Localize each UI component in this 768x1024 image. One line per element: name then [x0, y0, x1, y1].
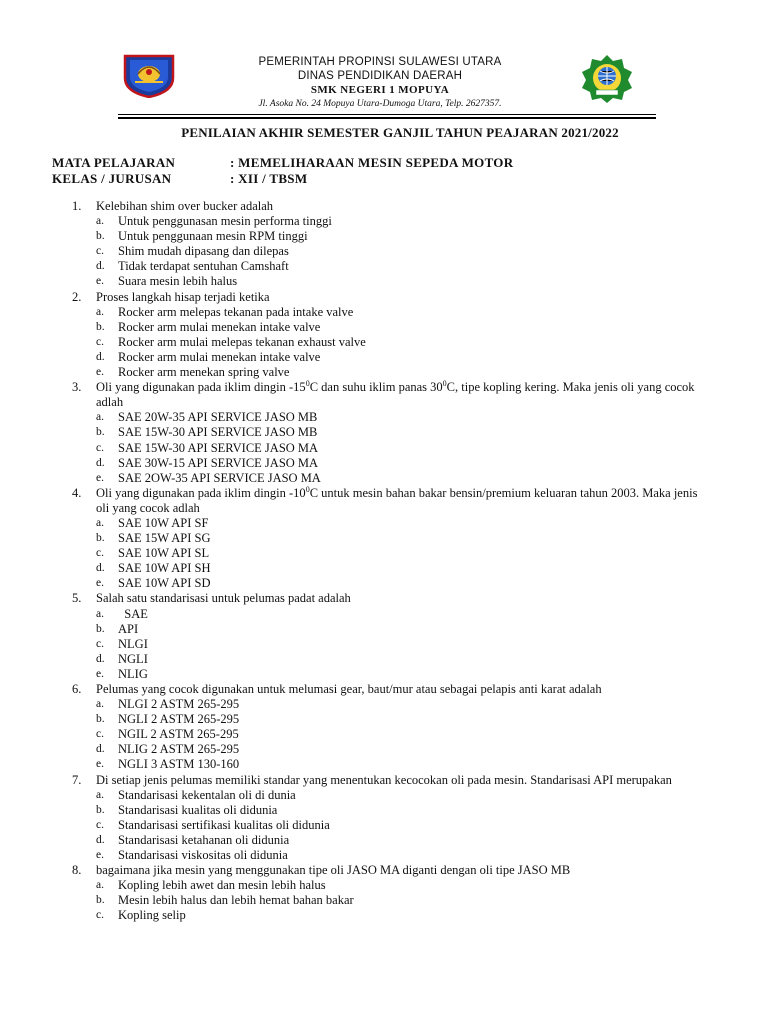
- option-letter: b.: [96, 320, 105, 333]
- answer-option: [0, 546, 768, 561]
- option-letter: a.: [96, 698, 104, 711]
- question-number: 8.: [72, 863, 82, 878]
- option-text: Standarisasi kualitas oli didunia: [118, 802, 278, 817]
- answer-option: [0, 667, 768, 682]
- answer-option: [0, 607, 768, 622]
- answer-option: [0, 561, 768, 576]
- option-letter: d.: [96, 743, 105, 756]
- question-number: 2.: [72, 289, 82, 304]
- question-stem: [0, 773, 768, 788]
- option-letter: d.: [96, 456, 105, 469]
- answer-option: [0, 350, 768, 365]
- letterhead-line-department: DINAS PENDIDIKAN DAERAH: [297, 70, 463, 82]
- option-text: SAE 10W API SD: [118, 576, 211, 591]
- exam-title: PENILAIAN AKHIR SEMESTER GANJIL TAHUN PEAJARAN 2021/2022: [181, 125, 619, 140]
- option-text: Standarisasi viskositas oli didunia: [118, 848, 288, 863]
- answer-option: [0, 576, 768, 591]
- answer-option: [0, 878, 768, 893]
- option-text: Standarisasi sertifikasi kualitas oli didunia: [118, 817, 330, 832]
- option-text: NLGI: [118, 636, 148, 651]
- answer-option: [0, 425, 768, 440]
- option-letter: b.: [96, 426, 105, 439]
- option-text: NLIG: [118, 666, 148, 681]
- answer-option: [0, 893, 768, 908]
- option-letter: a.: [96, 215, 104, 228]
- option-text: SAE 10W API SL: [118, 546, 210, 561]
- answer-option: [0, 471, 768, 486]
- question-stem: [0, 591, 768, 606]
- option-text: SAE 20W-35 API SERVICE JASO MB: [118, 410, 318, 425]
- option-text: API: [118, 621, 139, 636]
- option-text: Standarisasi ketahanan oli didunia: [118, 832, 290, 847]
- letterhead-rule-thin: [118, 114, 656, 115]
- option-letter: b.: [96, 622, 105, 635]
- answer-option: [0, 531, 768, 546]
- question-text: bagaimana jika mesin yang menggunakan tipe oli JASO MA diganti dengan oli tipe JASO MB: [96, 863, 571, 878]
- option-text: SAE: [118, 606, 148, 621]
- option-letter: e.: [96, 275, 104, 288]
- answer-option: [0, 818, 768, 833]
- option-text: SAE 15W-30 API SERVICE JASO MA: [118, 440, 319, 455]
- option-text: SAE 10W API SF: [118, 515, 209, 530]
- option-letter: d.: [96, 833, 105, 846]
- option-text: Untuk penggunaan mesin RPM tinggi: [118, 229, 308, 244]
- question-number: 3.: [72, 380, 82, 395]
- option-text: Kopling lebih awet dan mesin lebih halus: [118, 878, 326, 893]
- option-text: Kopling selip: [118, 908, 186, 923]
- option-letter: b.: [96, 532, 105, 545]
- option-text: Tidak terdapat sentuhan Camshaft: [118, 259, 289, 274]
- option-text: Rocker arm mulai melepas tekanan exhaust valve: [118, 334, 366, 349]
- question-stem: [0, 380, 768, 410]
- question-number: 5.: [72, 591, 82, 606]
- option-letter: a.: [96, 516, 104, 529]
- question-stem: [0, 682, 768, 697]
- answer-option: [0, 757, 768, 772]
- question-stem: [0, 863, 768, 878]
- answer-option: [0, 788, 768, 803]
- question-stem: [0, 290, 768, 305]
- answer-option: [0, 229, 768, 244]
- option-letter: e.: [96, 471, 104, 484]
- option-letter: b.: [96, 894, 105, 907]
- option-text: NLIG 2 ASTM 265-295: [118, 742, 240, 757]
- question-number: 7.: [72, 772, 82, 787]
- option-text: SAE 15W-30 API SERVICE JASO MB: [118, 425, 318, 440]
- question-text: Salah satu standarisasi untuk pelumas padat adalah: [96, 591, 351, 606]
- option-letter: c.: [96, 547, 104, 560]
- subject-label: MATA PELAJARAN: [52, 155, 176, 170]
- province-emblem-logo: [121, 52, 177, 98]
- answer-option: [0, 320, 768, 335]
- option-letter: e.: [96, 758, 104, 771]
- answer-option: [0, 742, 768, 757]
- question-number: 6.: [72, 682, 82, 696]
- option-text: NGLI 2 ASTM 265-295: [118, 712, 240, 727]
- answer-option: [0, 335, 768, 350]
- school-emblem-logo: [580, 54, 634, 104]
- question-text: Pelumas yang cocok digunakan untuk melumasi gear, baut/mur atau sebagai pelapis anti karat adalah: [96, 682, 602, 696]
- answer-option: [0, 637, 768, 652]
- answer-option: [0, 712, 768, 727]
- option-text: NGLI: [118, 651, 148, 666]
- answer-option: [0, 274, 768, 289]
- letterhead-line-school: SMK NEGERI 1 MOPUYA: [310, 84, 450, 96]
- option-text: NLGI 2 ASTM 265-295: [118, 697, 240, 712]
- class-label: KELAS / JURUSAN: [52, 171, 172, 186]
- answer-option: [0, 727, 768, 742]
- answer-option: [0, 244, 768, 259]
- option-text: NGLI 3 ASTM 130-160: [118, 757, 240, 772]
- answer-option: [0, 622, 768, 637]
- option-letter: a.: [96, 879, 104, 892]
- question-text: Oli yang digunakan pada iklim dingin $-10^0C$ untuk mesin bahan bakar bensin/premium keluaran tahun 2003. Maka jenis oli yang cocok adlah: [96, 484, 698, 515]
- answer-option: [0, 441, 768, 456]
- question-number: 1.: [72, 199, 82, 213]
- answer-option: [0, 259, 768, 274]
- option-letter: e.: [96, 366, 104, 379]
- option-letter: d.: [96, 562, 105, 575]
- question-text: Kelebihan shim over bucker adalah: [96, 199, 274, 213]
- option-letter: d.: [96, 350, 105, 363]
- question-list: [0, 199, 768, 924]
- option-letter: e.: [96, 577, 104, 590]
- option-text: Standarisasi kekentalan oli di dunia: [118, 787, 296, 802]
- letterhead-rule-thick: [118, 117, 656, 119]
- option-text: SAE 10W API SH: [118, 561, 211, 576]
- question-text: Di setiap jenis pelumas memiliki standar yang menentukan kecocokan oli pada mesin. Standarisasi API merupakan: [96, 772, 672, 787]
- option-letter: a.: [96, 607, 104, 620]
- option-letter: c.: [96, 245, 104, 258]
- option-text: SAE 30W-15 API SERVICE JASO MA: [118, 455, 319, 470]
- option-letter: b.: [96, 230, 105, 243]
- answer-option: [0, 803, 768, 818]
- option-letter: b.: [96, 803, 105, 816]
- option-letter: e.: [96, 667, 104, 680]
- option-letter: a.: [96, 305, 104, 318]
- answer-option: [0, 214, 768, 229]
- option-text: Suara mesin lebih halus: [118, 274, 238, 289]
- question-number: 4.: [72, 485, 82, 500]
- answer-option: [0, 305, 768, 320]
- question-text: Oli yang digunakan pada iklim dingin $-15^0C$ dan suhu iklim panas $30^0C$, tipe kopling kering. Maka jenis oli yang cocok adlah: [96, 379, 695, 410]
- option-letter: c.: [96, 818, 104, 831]
- option-letter: d.: [96, 652, 105, 665]
- letterhead-line-government: PEMERINTAH PROPINSI SULAWESI UTARA: [258, 56, 502, 68]
- option-text: Rocker arm mulai menekan intake valve: [118, 319, 321, 334]
- option-letter: d.: [96, 260, 105, 273]
- class-value: : XII / TBSM: [230, 171, 308, 186]
- answer-option: [0, 652, 768, 667]
- option-text: Untuk penggunasan mesin performa tinggi: [118, 214, 332, 229]
- subject-value: : MEMELIHARAAN MESIN SEPEDA MOTOR: [230, 155, 514, 170]
- option-letter: a.: [96, 788, 104, 801]
- letterhead-address: Jl. Asoka No. 24 Mopuya Utara-Dumoga Utara, Telp. 2627357.: [258, 99, 502, 109]
- option-text: SAE 2OW-35 API SERVICE JASO MA: [118, 470, 321, 485]
- question-stem: [0, 199, 768, 214]
- option-letter: a.: [96, 411, 104, 424]
- answer-option: [0, 410, 768, 425]
- option-letter: c.: [96, 909, 104, 922]
- option-letter: c.: [96, 335, 104, 348]
- option-text: SAE 15W API SG: [118, 531, 211, 546]
- option-text: Mesin lebih halus dan lebih hemat bahan bakar: [118, 893, 354, 908]
- option-text: Rocker arm mulai menekan intake valve: [118, 349, 321, 364]
- question-stem: [0, 486, 768, 516]
- option-letter: c.: [96, 441, 104, 454]
- answer-option: [0, 365, 768, 380]
- option-text: Rocker arm melepas tekanan pada intake valve: [118, 304, 354, 319]
- answer-option: [0, 848, 768, 863]
- option-letter: c.: [96, 637, 104, 650]
- option-letter: c.: [96, 728, 104, 741]
- option-letter: e.: [96, 849, 104, 862]
- answer-option: [0, 456, 768, 471]
- option-letter: b.: [96, 713, 105, 726]
- option-text: Rocker arm menekan spring valve: [118, 365, 290, 380]
- option-text: Shim mudah dipasang dan dilepas: [118, 244, 289, 259]
- question-text: Proses langkah hisap terjadi ketika: [96, 289, 270, 304]
- answer-option: [0, 833, 768, 848]
- answer-option: [0, 908, 768, 923]
- answer-option: [0, 516, 768, 531]
- option-text: NGIL 2 ASTM 265-295: [118, 727, 239, 742]
- answer-option: [0, 697, 768, 712]
